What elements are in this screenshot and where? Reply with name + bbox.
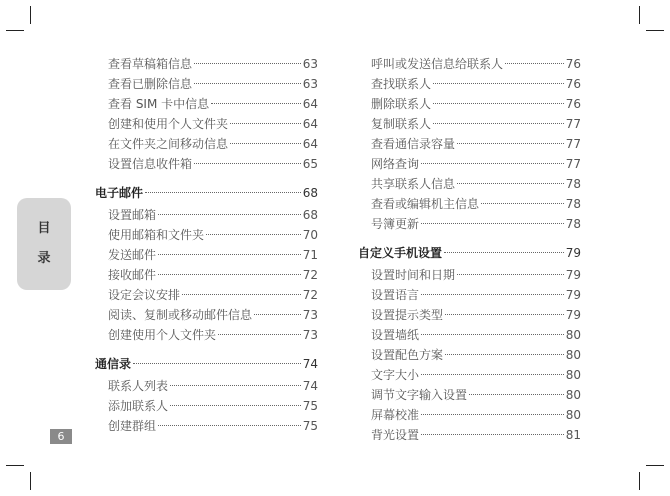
tab-char-1: 目 [37, 221, 51, 236]
toc-leader-dots [481, 203, 564, 204]
toc-entry[interactable] [95, 305, 318, 325]
toc-entry[interactable] [358, 325, 581, 345]
toc-entry-title: 创建和使用个人文件夹 [108, 117, 229, 131]
toc-leader-dots [445, 354, 564, 355]
toc-entry[interactable] [358, 214, 581, 234]
toc-entry-title: 网络查询 [371, 157, 420, 171]
toc-entry[interactable] [95, 396, 318, 416]
toc-entry[interactable] [95, 245, 318, 265]
toc-leader-dots [158, 214, 301, 215]
toc-entry[interactable] [358, 94, 581, 114]
toc-leader-dots [158, 425, 301, 426]
toc-entry[interactable] [95, 416, 318, 436]
toc-entry-page: 79 [565, 246, 581, 260]
toc-entry-title: 阅读、复制或移动邮件信息 [108, 308, 253, 322]
toc-leader-dots [433, 83, 564, 84]
toc-leader-dots [194, 163, 301, 164]
toc-leader-dots [230, 143, 301, 144]
toc-entry[interactable] [358, 74, 581, 94]
crop-mark-top-right-h [646, 30, 664, 31]
toc-entry-title: 删除联系人 [371, 97, 432, 111]
toc-entry[interactable] [95, 54, 318, 74]
toc-entry[interactable] [95, 114, 318, 134]
toc-entry-page: 75 [302, 419, 318, 433]
toc-leader-dots [505, 63, 564, 64]
toc-entry-title: 发送邮件 [108, 248, 157, 262]
toc-entry-title: 设置配色方案 [371, 348, 444, 362]
toc-leader-dots [170, 385, 301, 386]
toc-entry-title: 屏幕校准 [371, 408, 420, 422]
toc-leader-dots [206, 234, 301, 235]
toc-section-heading[interactable] [358, 242, 581, 265]
toc-section-heading[interactable] [95, 353, 318, 376]
toc-leader-dots [433, 123, 564, 124]
toc-entry-title: 联系人列表 [108, 379, 169, 393]
toc-entry[interactable] [358, 285, 581, 305]
toc-entry[interactable] [358, 134, 581, 154]
toc-entry-page: 68 [302, 208, 318, 222]
toc-leader-dots [421, 374, 564, 375]
toc-entry-page: 79 [565, 288, 581, 302]
toc-entry[interactable] [95, 225, 318, 245]
toc-entry-page: 74 [302, 379, 318, 393]
toc-entry-title: 呼叫或发送信息给联系人 [371, 57, 504, 71]
toc-entry-title: 查找联系人 [371, 77, 432, 91]
toc-entry[interactable] [95, 265, 318, 285]
toc-entry-page: 63 [302, 57, 318, 71]
toc-entry-page: 79 [565, 268, 581, 282]
toc-leader-dots [211, 103, 301, 104]
toc-entry-page: 73 [302, 308, 318, 322]
toc-entry-page: 80 [565, 388, 581, 402]
toc-entry[interactable] [358, 54, 581, 74]
toc-leader-dots [158, 274, 301, 275]
toc-entry-title: 文字大小 [371, 368, 420, 382]
toc-leader-dots [194, 63, 301, 64]
toc-entry-page: 78 [565, 177, 581, 191]
toc-entry-title: 背光设置 [371, 428, 420, 442]
toc-entry-title: 创建群组 [108, 419, 157, 433]
toc-section-heading[interactable] [95, 182, 318, 205]
toc-entry-page: 76 [565, 57, 581, 71]
toc-entry[interactable] [95, 205, 318, 225]
toc-leader-dots [457, 183, 564, 184]
toc-entry[interactable] [358, 154, 581, 174]
toc-entry-page: 75 [302, 399, 318, 413]
toc-leader-dots [444, 252, 564, 253]
toc-entry[interactable] [95, 94, 318, 114]
crop-mark-top-right-v [639, 6, 640, 24]
toc-leader-dots [133, 363, 301, 364]
toc-entry-page: 77 [565, 117, 581, 131]
toc-leader-dots [194, 83, 301, 84]
toc-right-column [358, 54, 581, 445]
toc-entry-title: 在文件夹之间移动信息 [108, 137, 229, 151]
toc-entry-page: 72 [302, 268, 318, 282]
toc-entry-title: 查看草稿箱信息 [108, 57, 193, 71]
toc-entry-title: 设置语言 [371, 288, 420, 302]
toc-entry-page: 78 [565, 197, 581, 211]
toc-entry-page: 72 [302, 288, 318, 302]
toc-entry-title: 添加联系人 [108, 399, 169, 413]
crop-mark-top-left-h [6, 30, 24, 31]
toc-entry-page: 80 [565, 328, 581, 342]
toc-leader-dots [421, 163, 564, 164]
toc-entry[interactable] [358, 194, 581, 214]
toc-entry[interactable] [95, 376, 318, 396]
toc-side-tab [17, 198, 71, 290]
toc-entry-title: 查看 SIM 卡中信息 [108, 97, 210, 111]
toc-entry-title: 查看已删除信息 [108, 77, 193, 91]
toc-entry[interactable] [358, 345, 581, 365]
toc-entry[interactable] [95, 285, 318, 305]
toc-leader-dots [445, 314, 564, 315]
toc-entry[interactable] [358, 405, 581, 425]
toc-entry[interactable] [358, 305, 581, 325]
toc-entry[interactable] [358, 174, 581, 194]
toc-left-column [95, 54, 318, 436]
toc-leader-dots [158, 254, 301, 255]
toc-entry-page: 68 [302, 186, 318, 200]
toc-entry-title: 共享联系人信息 [371, 177, 456, 191]
toc-leader-dots [421, 334, 564, 335]
toc-entry[interactable] [358, 425, 581, 445]
toc-entry[interactable] [95, 74, 318, 94]
toc-entry-title: 接收邮件 [108, 268, 157, 282]
toc-entry-title: 设置时间和日期 [371, 268, 456, 282]
toc-entry[interactable] [358, 385, 581, 405]
toc-entry-page: 76 [565, 97, 581, 111]
crop-mark-bottom-left-v [30, 472, 31, 490]
toc-entry-title: 设置邮箱 [108, 208, 157, 222]
toc-entry-page: 78 [565, 217, 581, 231]
toc-entry-page: 80 [565, 348, 581, 362]
toc-leader-dots [421, 223, 564, 224]
toc-leader-dots [421, 414, 564, 415]
toc-leader-dots [170, 405, 301, 406]
crop-mark-bottom-right-h [646, 465, 664, 466]
toc-entry-title: 号簿更新 [371, 217, 420, 231]
toc-entry[interactable] [358, 265, 581, 285]
crop-mark-bottom-right-v [639, 472, 640, 490]
toc-leader-dots [145, 192, 301, 193]
toc-entry-title: 自定义手机设置 [358, 246, 443, 260]
toc-leader-dots [230, 123, 301, 124]
crop-mark-bottom-left-h [6, 465, 24, 466]
toc-leader-dots [457, 143, 564, 144]
toc-entry-title: 通信录 [95, 357, 132, 371]
toc-entry-page: 73 [302, 328, 318, 342]
toc-entry-page: 64 [302, 137, 318, 151]
toc-entry-page: 77 [565, 157, 581, 171]
toc-entry-page: 79 [565, 308, 581, 322]
toc-entry-title: 电子邮件 [95, 186, 144, 200]
toc-entry-page: 65 [302, 157, 318, 171]
toc-entry-title: 查看通信录容量 [371, 137, 456, 151]
toc-entry-page: 70 [302, 228, 318, 242]
toc-leader-dots [457, 274, 564, 275]
toc-entry-page: 81 [565, 428, 581, 442]
toc-entry[interactable] [358, 114, 581, 134]
toc-leader-dots [433, 103, 564, 104]
toc-leader-dots [218, 334, 301, 335]
toc-leader-dots [254, 314, 301, 315]
toc-entry[interactable] [358, 365, 581, 385]
toc-entry-title: 设置信息收件箱 [108, 157, 193, 171]
page-number: 6 [50, 429, 72, 444]
toc-entry-title: 复制联系人 [371, 117, 432, 131]
toc-entry-title: 设置墙纸 [371, 328, 420, 342]
toc-entry-title: 使用邮箱和文件夹 [108, 228, 205, 242]
toc-entry-title: 设定会议安排 [108, 288, 181, 302]
toc-entry-page: 64 [302, 97, 318, 111]
crop-mark-top-left-v [30, 6, 31, 24]
toc-entry-page: 64 [302, 117, 318, 131]
toc-entry-page: 63 [302, 77, 318, 91]
toc-entry-page: 71 [302, 248, 318, 262]
toc-entry-page: 76 [565, 77, 581, 91]
toc-entry[interactable] [95, 134, 318, 154]
toc-entry-page: 80 [565, 368, 581, 382]
toc-entry-title: 设置提示类型 [371, 308, 444, 322]
toc-leader-dots [469, 394, 564, 395]
toc-entry-page: 80 [565, 408, 581, 422]
toc-leader-dots [182, 294, 301, 295]
toc-leader-dots [421, 294, 564, 295]
toc-entry-title: 查看或编辑机主信息 [371, 197, 480, 211]
toc-entry[interactable] [95, 325, 318, 345]
toc-entry-title: 创建使用个人文件夹 [108, 328, 217, 342]
toc-entry-title: 调节文字输入设置 [371, 388, 468, 402]
toc-leader-dots [421, 434, 564, 435]
toc-entry[interactable] [95, 154, 318, 174]
tab-char-2: 录 [37, 251, 51, 266]
toc-entry-page: 77 [565, 137, 581, 151]
toc-entry-page: 74 [302, 357, 318, 371]
